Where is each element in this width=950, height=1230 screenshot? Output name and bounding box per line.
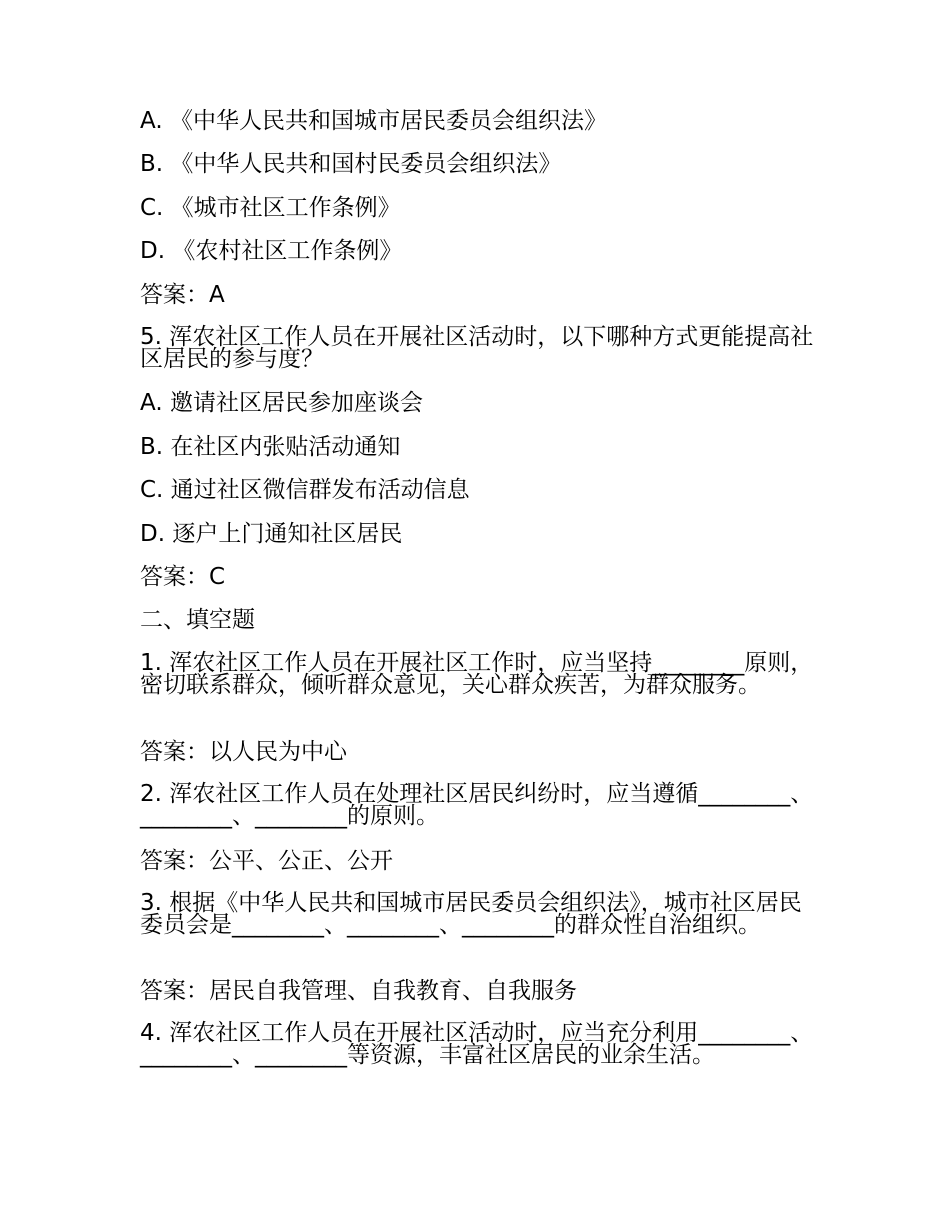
answer: 答案：公平、公正、公开 (140, 848, 393, 874)
option-a: A. 邀请社区居民参加座谈会 (140, 390, 423, 416)
option-d: D. 《农村社区工作条例》 (140, 238, 403, 264)
fill-question-3: 3. 根据《中华人民共和国城市居民委员会组织法》，城市社区居民委员会是________、________、________的群众性自治组织。 (140, 890, 802, 938)
fill-question-1: 1. 浑农社区工作人员在开展社区工作时，应当坚持________原则，密切联系群众，倾听群众意见，关心群众疾苦，为群众服务。 (140, 650, 814, 698)
section-heading: 二、填空题 (140, 607, 255, 633)
option-d: D. 逐户上门通知社区居民 (140, 521, 403, 547)
fill-question-4: 4. 浑农社区工作人员在开展社区活动时，应当充分利用________、________、________等资源，丰富社区居民的业余生活。 (140, 1020, 814, 1068)
option-b: B. 《中华人民共和国村民委员会组织法》 (140, 151, 562, 177)
option-c: C. 通过社区微信群发布活动信息 (140, 477, 470, 503)
option-c: C. 《城市社区工作条例》 (140, 195, 401, 221)
fill-question-2: 2. 浑农社区工作人员在处理社区居民纠纷时，应当遵循________、________、________的原则。 (140, 781, 814, 829)
option-b: B. 在社区内张贴活动通知 (140, 434, 401, 460)
answer: 答案：居民自我管理、自我教育、自我服务 (140, 978, 577, 1004)
answer: 答案：C (140, 564, 226, 590)
answer: 答案：以人民为中心 (140, 739, 347, 765)
question-5: 5. 浑农社区工作人员在开展社区活动时，以下哪种方式更能提高社区居民的参与度？ (140, 324, 814, 372)
option-a: A. 《中华人民共和国城市居民委员会组织法》 (140, 108, 607, 134)
answer: 答案：A (140, 282, 225, 308)
